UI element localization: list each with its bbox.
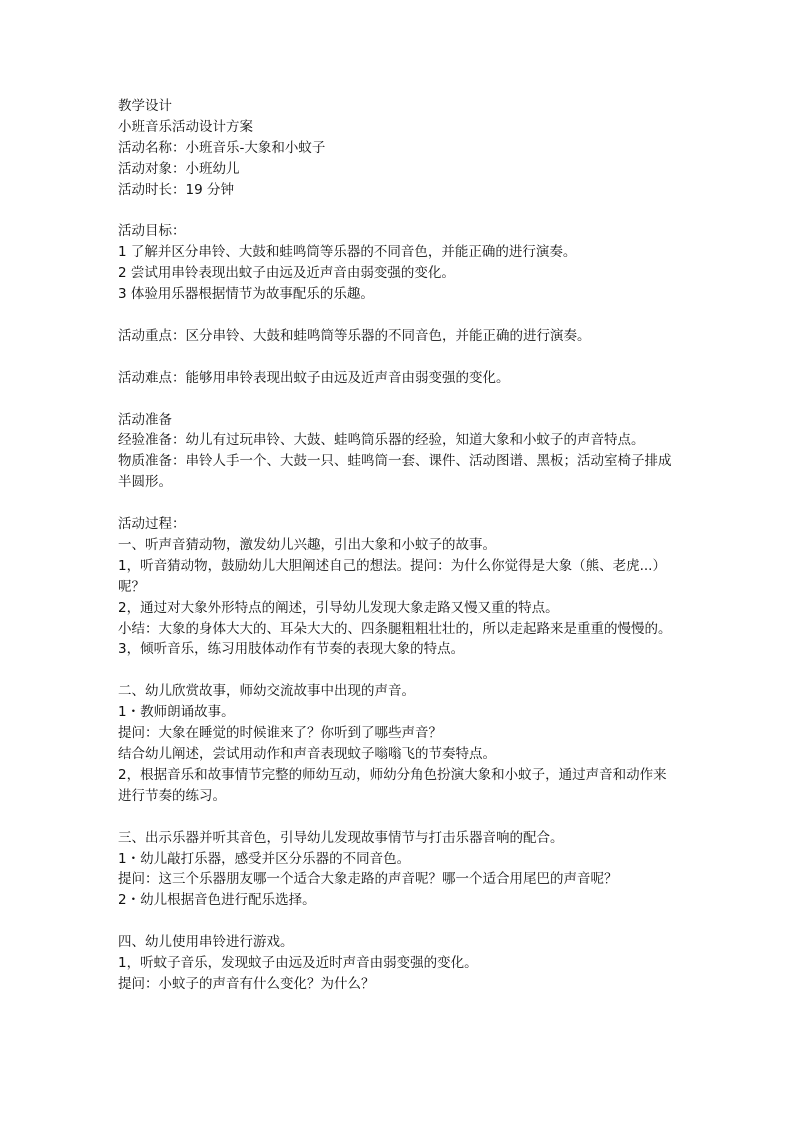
plan-title: 小班音乐活动设计方案 — [118, 118, 253, 135]
section-3-step: 1・幼儿敲打乐器，感受并区分乐器的不同音色。 — [118, 850, 411, 867]
section-1-step: 3，倾听音乐，练习用肢体动作有节奏的表现大象的特点。 — [118, 641, 465, 658]
section-2-step: 1・教师朗诵故事。 — [118, 704, 235, 721]
spacer — [118, 201, 678, 222]
spacer — [118, 493, 678, 514]
activity-duration: 活动时长：19 分钟 — [118, 181, 234, 198]
experience-prep: 经验准备：幼儿有过玩串铃、大鼓、蛙鸣筒乐器的经验，知道大象和小蚊子的声音特点。 — [118, 432, 645, 449]
spacer — [118, 660, 678, 681]
spacer — [118, 389, 678, 410]
section-2-note: 结合幼儿阐述，尝试用动作和声音表现蚊子嗡嗡飞的节奏特点。 — [118, 746, 496, 762]
activity-target: 活动对象：小班幼儿 — [118, 160, 240, 177]
difficulty-point: 活动难点：能够用串铃表现出蚊子由远及近声音由弱变强的变化。 — [118, 369, 510, 386]
spacer — [118, 807, 678, 828]
spacer — [118, 347, 678, 368]
section-4-heading: 四、幼儿使用串铃进行游戏。 — [118, 934, 294, 951]
key-point: 活动重点：区分串铃、大鼓和蛙鸣筒等乐器的不同音色，并能正确的进行演奏。 — [118, 327, 591, 344]
section-2-step: 2，根据音乐和故事情节完整的师幼互动，师幼分角色扮演大象和小蚊子，通过声音和动作来进行节奏的练习。 — [118, 766, 667, 804]
section-3-heading: 三、出示乐器并听其音色，引导幼儿发现故事情节与打击乐器音响的配合。 — [118, 829, 564, 846]
section-2-heading: 二、幼儿欣赏故事，师幼交流故事中出现的声音。 — [118, 683, 415, 700]
goal-item: 2 尝试用串铃表现出蚊子由远及近声音由弱变强的变化。 — [118, 265, 455, 282]
spacer — [118, 305, 678, 326]
section-1-step: 2，通过对大象外形特点的阐述，引导幼儿发现大象走路又慢又重的特点。 — [118, 599, 559, 616]
section-1-heading: 一、听声音猜动物，激发幼儿兴趣，引出大象和小蚊子的故事。 — [118, 536, 496, 553]
document-body — [118, 96, 678, 995]
materials-prep: 物质准备：串铃人手一个、大鼓一只、蛙鸣筒一套、课件、活动图谱、黑板；活动室椅子排成半圆形。 — [118, 453, 672, 491]
goal-item: 1 了解并区分串铃、大鼓和蛙鸣筒等乐器的不同音色，并能正确的进行演奏。 — [118, 244, 577, 261]
goal-item: 3 体验用乐器根据情节为故事配乐的乐趣。 — [118, 286, 374, 303]
section-4-question: 提问：小蚊子的声音有什么变化？为什么？ — [118, 975, 375, 992]
process-heading: 活动过程： — [118, 516, 186, 533]
section-4-step: 1，听蚊子音乐，发现蚊子由远及近时声音由弱变强的变化。 — [118, 955, 478, 972]
section-3-step: 2・幼儿根据音色进行配乐选择。 — [118, 892, 316, 909]
section-1-summary: 小结：大象的身体大大的、耳朵大大的、四条腿粗粗壮壮的，所以走起路来是重重的慢慢的。 — [118, 620, 672, 637]
goals-heading: 活动目标： — [118, 223, 186, 240]
section-1-step: 1，听音猜动物，鼓励幼儿大胆阐述自己的想法。提问：为什么你觉得是大象（熊、老虎...）呢？ — [118, 557, 666, 595]
section-2-question: 提问：大象在睡觉的时候谁来了？你听到了哪些声音？ — [118, 725, 442, 742]
activity-name: 活动名称：小班音乐-大象和小蚊子 — [118, 139, 326, 156]
doc-type-title: 教学设计 — [118, 98, 172, 114]
section-3-question: 提问：这三个乐器朋友哪一个适合大象走路的声音呢？哪一个适合用尾巴的声音呢？ — [118, 871, 618, 888]
prep-heading: 活动准备 — [118, 411, 172, 428]
spacer — [118, 911, 678, 932]
